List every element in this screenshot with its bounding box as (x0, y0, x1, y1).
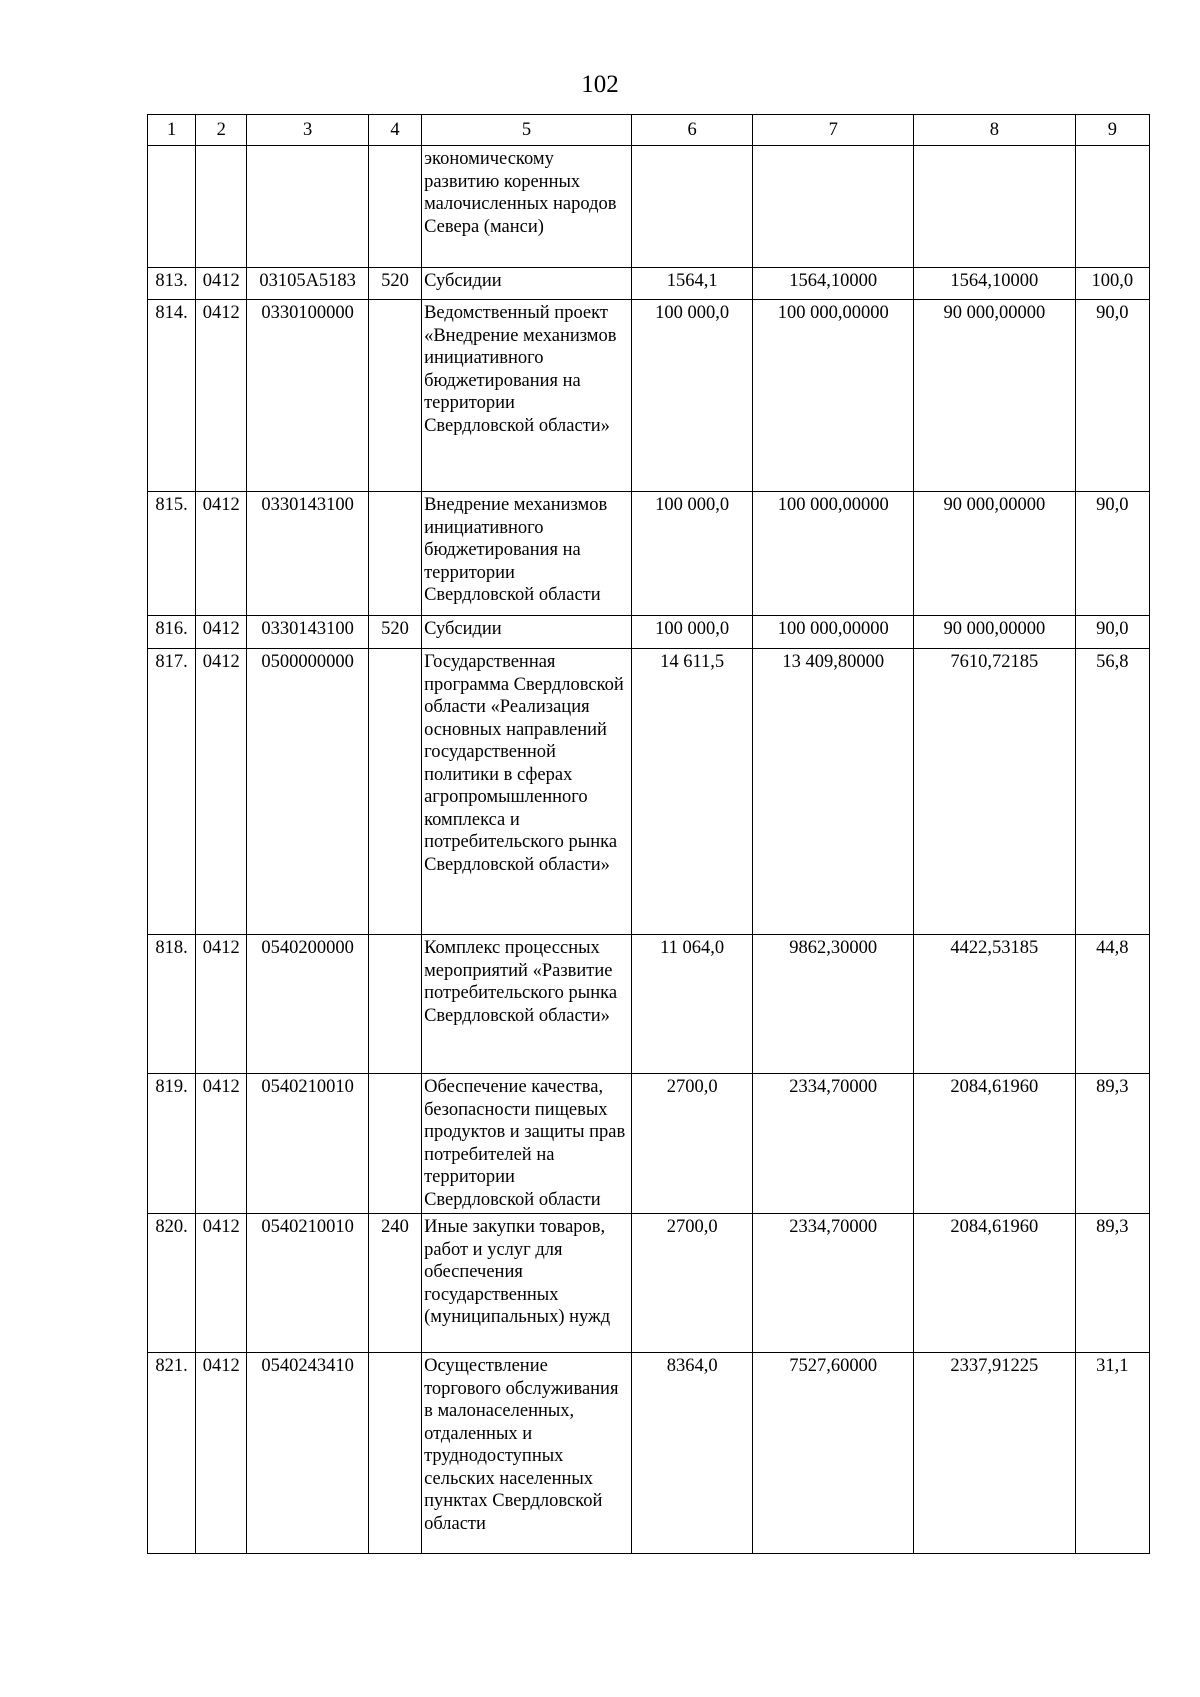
expense-type (368, 1353, 421, 1554)
page-number: 102 (581, 71, 619, 98)
target-code: 0330143100 (247, 492, 368, 616)
percent-value: 89,3 (1075, 1074, 1149, 1214)
row-number: 820. (148, 1214, 196, 1353)
plan-value: 14 611,5 (631, 649, 752, 935)
column-header: 8 (914, 115, 1076, 146)
expense-type: 520 (368, 616, 421, 649)
plan-value: 8364,0 (631, 1353, 752, 1554)
executed-value: 90 000,00000 (914, 300, 1076, 492)
column-header: 2 (196, 115, 247, 146)
refined-value (753, 146, 914, 268)
budget-table (147, 114, 1150, 1554)
item-name: Субсидии (422, 616, 632, 649)
table-row (148, 1074, 1150, 1214)
item-name: Комплекс процессных мероприятий «Развитие потребительского рынка Свердловской области» (422, 935, 632, 1074)
target-code: 0330100000 (247, 300, 368, 492)
target-code: 0330143100 (247, 616, 368, 649)
column-header: 5 (422, 115, 632, 146)
item-name: Государственная программа Свердловской области «Реализация основных направлений государственной политики в сферах агропромышленного комплекса и потребительского рынка Свердловской области» (422, 649, 632, 935)
column-header: 7 (753, 115, 914, 146)
executed-value: 90 000,00000 (914, 492, 1076, 616)
item-name: экономическому развитию коренных малочисленных народов Севера (манси) (422, 146, 632, 268)
column-header: 9 (1075, 115, 1149, 146)
section-code: 0412 (196, 300, 247, 492)
expense-type (368, 492, 421, 616)
percent-value: 31,1 (1075, 1353, 1149, 1554)
executed-value: 90 000,00000 (914, 616, 1076, 649)
expense-type (368, 935, 421, 1074)
table-row (148, 616, 1150, 649)
item-name: Субсидии (422, 268, 632, 300)
percent-value (1075, 146, 1149, 268)
target-code: 0540243410 (247, 1353, 368, 1554)
section-code: 0412 (196, 1214, 247, 1353)
executed-value: 4422,53185 (914, 935, 1076, 1074)
refined-value: 9862,30000 (753, 935, 914, 1074)
target-code: 0540210010 (247, 1074, 368, 1214)
executed-value: 2084,61960 (914, 1074, 1076, 1214)
plan-value: 1564,1 (631, 268, 752, 300)
target-code: 0540200000 (247, 935, 368, 1074)
plan-value: 100 000,0 (631, 300, 752, 492)
item-name: Внедрение механизмов инициативного бюджетирования на территории Свердловской области (422, 492, 632, 616)
column-header: 6 (631, 115, 752, 146)
column-header: 4 (368, 115, 421, 146)
target-code: 0500000000 (247, 649, 368, 935)
refined-value: 100 000,00000 (753, 492, 914, 616)
executed-value: 2084,61960 (914, 1214, 1076, 1353)
expense-type: 240 (368, 1214, 421, 1353)
plan-value (631, 146, 752, 268)
section-code (196, 146, 247, 268)
table-row (148, 300, 1150, 492)
section-code: 0412 (196, 1074, 247, 1214)
executed-value: 1564,10000 (914, 268, 1076, 300)
row-number (148, 146, 196, 268)
expense-type (368, 649, 421, 935)
table-row (148, 1353, 1150, 1554)
target-code: 0540210010 (247, 1214, 368, 1353)
table-row (148, 492, 1150, 616)
row-number: 819. (148, 1074, 196, 1214)
refined-value: 13 409,80000 (753, 649, 914, 935)
column-header: 3 (247, 115, 368, 146)
plan-value: 2700,0 (631, 1074, 752, 1214)
expense-type (368, 1074, 421, 1214)
header-row (148, 115, 1150, 146)
target-code (247, 146, 368, 268)
section-code: 0412 (196, 649, 247, 935)
table-row (148, 146, 1150, 268)
row-number: 817. (148, 649, 196, 935)
refined-value: 2334,70000 (753, 1074, 914, 1214)
column-header: 1 (148, 115, 196, 146)
expense-type (368, 300, 421, 492)
section-code: 0412 (196, 1353, 247, 1554)
target-code: 03105А5183 (247, 268, 368, 300)
table-row (148, 268, 1150, 300)
row-number: 816. (148, 616, 196, 649)
refined-value: 1564,10000 (753, 268, 914, 300)
percent-value: 90,0 (1075, 492, 1149, 616)
refined-value: 2334,70000 (753, 1214, 914, 1353)
table-row (148, 935, 1150, 1074)
percent-value: 100,0 (1075, 268, 1149, 300)
refined-value: 7527,60000 (753, 1353, 914, 1554)
plan-value: 2700,0 (631, 1214, 752, 1353)
section-code: 0412 (196, 492, 247, 616)
percent-value: 90,0 (1075, 616, 1149, 649)
section-code: 0412 (196, 935, 247, 1074)
row-number: 818. (148, 935, 196, 1074)
expense-type (368, 146, 421, 268)
section-code: 0412 (196, 268, 247, 300)
table-row (148, 1214, 1150, 1353)
item-name: Ведомственный проект «Внедрение механизмов инициативного бюджетирования на территории Свердловской области» (422, 300, 632, 492)
row-number: 813. (148, 268, 196, 300)
plan-value: 100 000,0 (631, 492, 752, 616)
row-number: 814. (148, 300, 196, 492)
refined-value: 100 000,00000 (753, 616, 914, 649)
plan-value: 100 000,0 (631, 616, 752, 649)
executed-value: 2337,91225 (914, 1353, 1076, 1554)
percent-value: 44,8 (1075, 935, 1149, 1074)
item-name: Иные закупки товаров, работ и услуг для обеспечения государственных (муниципальных) нужд (422, 1214, 632, 1353)
percent-value: 56,8 (1075, 649, 1149, 935)
section-code: 0412 (196, 616, 247, 649)
executed-value (914, 146, 1076, 268)
item-name: Осуществление торгового обслуживания в малонаселенных, отдаленных и труднодоступных сельских населенных пунктах Свердловской области (422, 1353, 632, 1554)
expense-type: 520 (368, 268, 421, 300)
item-name: Обеспечение качества, безопасности пищевых продуктов и защиты прав потребителей на территории Свердловской области (422, 1074, 632, 1214)
percent-value: 90,0 (1075, 300, 1149, 492)
percent-value: 89,3 (1075, 1214, 1149, 1353)
row-number: 821. (148, 1353, 196, 1554)
executed-value: 7610,72185 (914, 649, 1076, 935)
table-row (148, 649, 1150, 935)
refined-value: 100 000,00000 (753, 300, 914, 492)
row-number: 815. (148, 492, 196, 616)
plan-value: 11 064,0 (631, 935, 752, 1074)
